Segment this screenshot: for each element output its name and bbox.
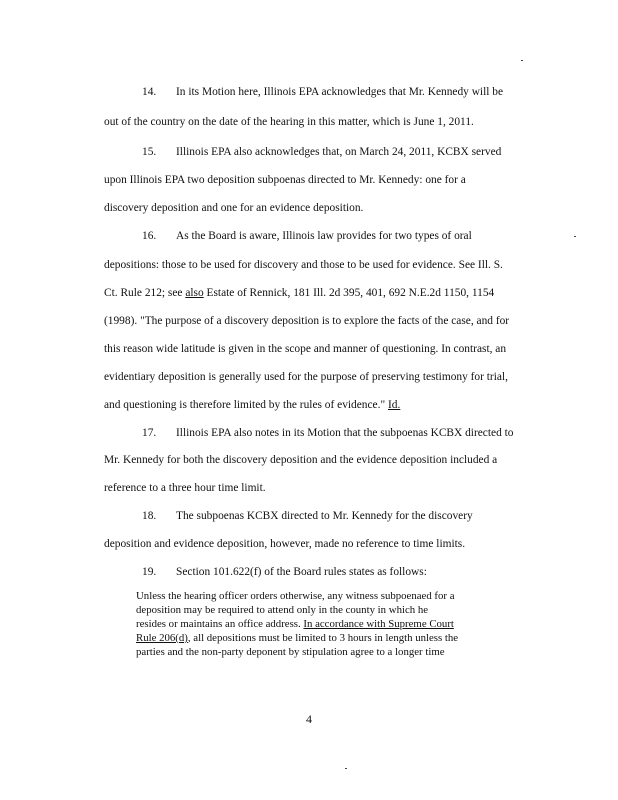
paragraph-14-line-1: In its Motion here, Illinois EPA acknowledges that Mr. Kennedy will be bbox=[176, 86, 504, 98]
paragraph-16-line-5: this reason wide latitude is given in the scope and manner of questioning. In contrast, an bbox=[104, 343, 507, 355]
paragraph-16-line-3 bbox=[104, 286, 494, 300]
paragraph-19-number: 19. bbox=[142, 566, 157, 578]
citation-text-b: Estate of Rennick, 181 Ill. 2d 395, 401, 692 N.E.2d 1150, 1154 bbox=[203, 287, 495, 299]
paragraph-15-line-3: discovery deposition and one for an evidence deposition. bbox=[104, 202, 364, 214]
paragraph-17-line-2: Mr. Kennedy for both the discovery deposition and the evidence deposition included a bbox=[104, 454, 498, 466]
paragraph-14-number: 14. bbox=[142, 86, 157, 98]
block-quote-line-2: deposition may be required to attend only in the county in which he bbox=[136, 604, 429, 616]
scan-speck bbox=[574, 236, 576, 237]
paragraph-15-number: 15. bbox=[142, 146, 157, 158]
paragraph-16-line-7 bbox=[104, 398, 400, 412]
citation-also: also bbox=[185, 287, 204, 299]
scan-speck bbox=[521, 60, 523, 61]
block-quote-line-5: parties and the non-party deponent by stipulation agree to a longer time bbox=[136, 646, 445, 658]
citation-text-a: Ct. Rule 212; see bbox=[104, 287, 186, 299]
paragraph-14-line-2: out of the country on the date of the hearing in this matter, which is June 1, 2011. bbox=[104, 116, 474, 128]
rule-206d-reference: Rule 206(d) bbox=[136, 632, 188, 644]
block-quote-line-1: Unless the hearing officer orders otherwise, any witness subpoenaed for a bbox=[136, 590, 455, 602]
paragraph-16-line-1: As the Board is aware, Illinois law provides for two types of oral bbox=[176, 230, 472, 242]
paragraph-18-line-2: deposition and evidence deposition, however, made no reference to time limits. bbox=[104, 538, 466, 550]
paragraph-15-line-1: Illinois EPA also acknowledges that, on March 24, 2011, KCBX served bbox=[176, 146, 502, 158]
block-quote-line-4 bbox=[136, 632, 458, 645]
supreme-court-reference: In accordance with Supreme Court bbox=[303, 618, 454, 630]
quote-line-3-text: resides or maintains an office address. bbox=[136, 618, 304, 630]
block-quote-line-3 bbox=[136, 618, 454, 631]
paragraph-16-line-6: evidentiary deposition is generally used for the purpose of preserving testimony for trial, bbox=[104, 371, 508, 383]
paragraph-17-number: 17. bbox=[142, 427, 157, 439]
paragraph-16-line-2: depositions: those to be used for discovery and those to be used for evidence. See Ill. S. bbox=[104, 259, 503, 271]
paragraph-16-line-4: (1998). "The purpose of a discovery deposition is to explore the facts of the case, and for bbox=[104, 315, 510, 327]
id-citation: Id. bbox=[387, 399, 401, 411]
paragraph-17-line-3: reference to a three hour time limit. bbox=[104, 482, 266, 494]
quote-line-4-text: , all depositions must be limited to 3 hours in length unless the bbox=[187, 632, 459, 644]
paragraph-17-line-1: Illinois EPA also notes in its Motion that the subpoenas KCBX directed to bbox=[176, 427, 514, 439]
paragraph-16-number: 16. bbox=[142, 230, 157, 242]
quote-end-text: and questioning is therefore limited by the rules of evidence." bbox=[104, 399, 388, 411]
page-number: 4 bbox=[306, 712, 312, 726]
scan-speck bbox=[345, 768, 347, 769]
paragraph-18-line-1: The subpoenas KCBX directed to Mr. Kennedy for the discovery bbox=[176, 510, 473, 522]
paragraph-19-line-1: Section 101.622(f) of the Board rules states as follows: bbox=[176, 566, 427, 578]
paragraph-15-line-2: upon Illinois EPA two deposition subpoenas directed to Mr. Kennedy: one for a bbox=[104, 174, 466, 186]
paragraph-18-number: 18. bbox=[142, 510, 157, 522]
